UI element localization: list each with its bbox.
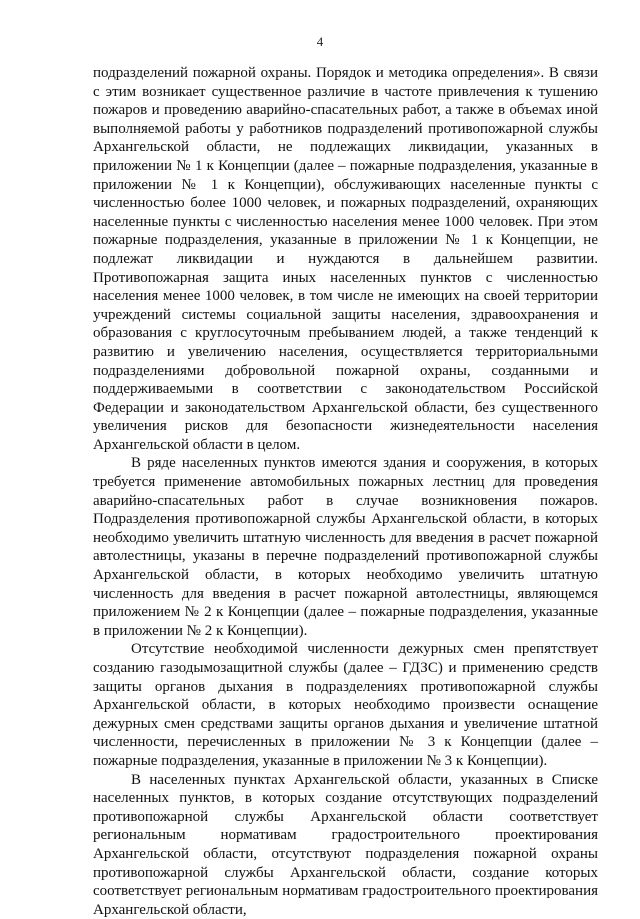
page-number: 4 <box>316 34 324 49</box>
paragraph-2: В ряде населенных пунктов имеются здания и сооружения, в которых требуется применение автомобильных пожарных лестниц для проведения аварийно-спасательных работ в случае возникновения пожаров. Подразделения противопожарной службы Архангельской области, в которых необходимо увеличить штатную численность для введения в расчет пожарной автолестницы, указаны в перечне подразделений противопожарной службы Архангельской области, в которых необходимо увеличить штатную численность для введения в расчет пожарной автолестницы, являющемся приложением № 2 к Концепции (далее – пожарные подразделения, указанные в приложении № 2 к Концепции). <box>93 455 598 639</box>
paragraph-3: Отсутствие необходимой численности дежурных смен препятствует созданию газодымозащитной службы (далее – ГДЗС) и применению средств защиты органов дыхания в подразделениях противопожарной службы Архангельской области, в которых необходимо произвести оснащение дежурных смен средствами защиты органов дыхания и увеличение штатной численности, перечисленных в приложении № 3 к Концепции (далее – пожарные подразделения, указанные в приложении № 3 к Концепции). <box>93 641 598 769</box>
paragraph-4: В населенных пунктах Архангельской области, указанных в Списке населенных пунктов, в которых создание отсутствующих подразделений противопожарной службы Архангельской области соответствует региональным нормативам градостроительного проектирования Архангельской области, отсутствуют подразделения пожарной охраны противопожарной службы Архангельской области, создание которых соответствует региональным нормативам градостроительного проектирования Архангельской области, <box>93 771 598 918</box>
document-body <box>93 64 598 919</box>
paragraph-1: подразделений пожарной охраны. Порядок и методика определения». В связи с этим возникает существенное различие в частоте привлечения к тушению пожаров и проведению аварийно-спасательных работ, а также в объемах иной выполняемой работы у работников подразделений противопожарной службы Архангельской области, не подлежащих ликвидации, указанных в приложении № 1 к Концепции (далее – пожарные подразделения, указанные в приложении № 1 к Концепции), обслуживающих населенные пункты с численностью более 1000 человек, и пожарных подразделений, охраняющих населенные пункты с численностью населения менее 1000 человек. При этом пожарные подразделения, указанные в приложении № 1 к Концепции, не подлежат ликвидации и нуждаются в дальнейшем развитии. Противопожарная защита иных населенных пунктов с численностью населения менее 1000 человек, в том числе не имеющих на своей территории учреждений системы социальной защиты населения, здравоохранения и образования с круглосуточным пребыванием людей, а также тенденций к развитию и увеличению населения, осуществляется территориальными подразделениями добровольной пожарной охраны, созданными и поддерживаемыми в соответствии с законодательством Российской Федерации и законодательством Архангельской области, без существенного увеличения рисков для безопасности жизнедеятельности населения Архангельской области в целом. <box>93 65 598 453</box>
